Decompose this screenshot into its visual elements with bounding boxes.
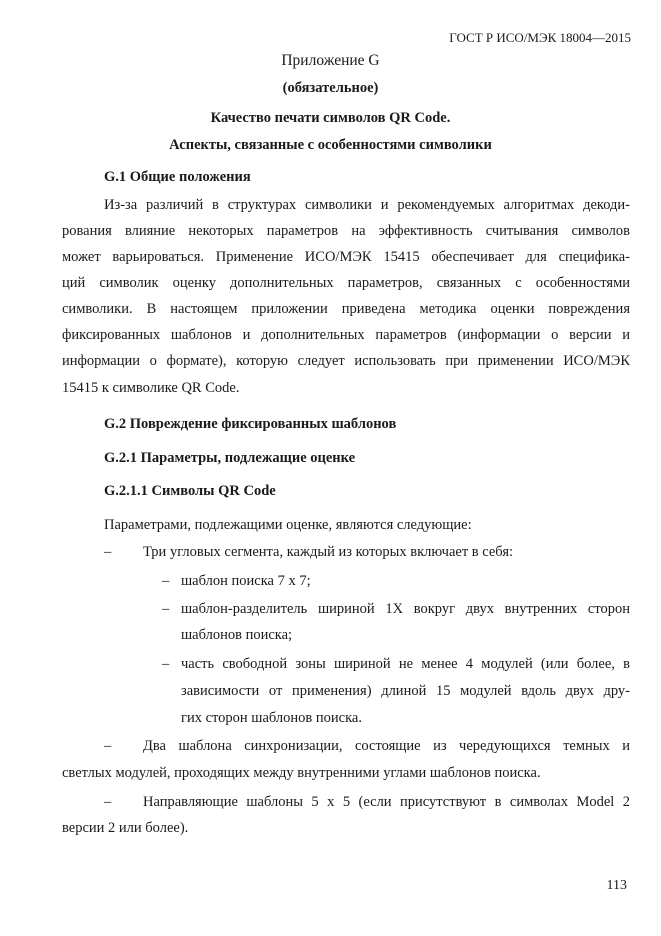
paragraph-line: символики. В настоящем приложении приведена методика оценки повреждения (62, 301, 630, 317)
list-dash: – (104, 738, 112, 754)
sub-list-dash: – (162, 601, 170, 617)
annex-status: (обязательное) (282, 80, 379, 96)
sub-item-quiet-zone-cont: зависимости от применения) длиной 15 модулей вдоль двух дру- (181, 683, 630, 699)
sub-item-finder-pattern: шаблон поиска 7 х 7; (181, 573, 311, 589)
section-g21-heading: G.2.1 Параметры, подлежащие оценке (104, 450, 356, 466)
paragraph-line: ций символик оценку дополнительных параметров, связанных с особенностями (62, 275, 630, 291)
sub-item-quiet-zone-end: гих сторон шаблонов поиска. (181, 710, 362, 726)
section-g211-heading: G.2.1.1 Символы QR Code (104, 483, 276, 499)
annex-aspects: Аспекты, связанные с особенностями символики (169, 137, 492, 153)
list-dash: – (104, 794, 112, 810)
section-g1-heading: G.1 Общие положения (104, 169, 251, 185)
sub-list-dash: – (162, 656, 170, 672)
annex-title: Приложение G (281, 52, 380, 69)
intro-text: Параметрами, подлежащими оценке, являются следующие: (104, 517, 472, 533)
page-number: 113 (606, 878, 627, 893)
sub-list-dash: – (162, 573, 170, 589)
list-item-corner-segments: Три угловых сегмента, каждый из которых включает в себя: (143, 544, 514, 560)
list-item-alignment-patterns-cont: версии 2 или более). (62, 820, 189, 836)
list-item-alignment-patterns: Направляющие шаблоны 5 х 5 (если присутствуют в символах Model 2 (143, 794, 630, 810)
paragraph-line: Из-за различий в структурах символики и рекомендуемых алгоритмах декоди- (104, 197, 630, 213)
paragraph-line: информации о формате), которую следует использовать при применении ИСО/МЭК (62, 353, 630, 369)
paragraph-line: фиксированных шаблонов и дополнительных параметров (информации о версии и (62, 327, 630, 343)
list-dash: – (104, 544, 112, 560)
paragraph-line: рования влияние некоторых параметров на эффективность считывания символов (62, 223, 630, 239)
list-item-timing-patterns: Два шаблона синхронизации, состоящие из чередующихся темных и (143, 738, 630, 754)
standard-code: ГОСТ Р ИСО/МЭК 18004—2015 (449, 30, 631, 45)
paragraph-line: 15415 к символике QR Code. (62, 380, 240, 396)
sub-item-quiet-zone: часть свободной зоны шириной не менее 4 модулей (или более, в (181, 656, 630, 672)
paragraph-line: может варьироваться. Применение ИСО/МЭК 15415 обеспечивает для специфика- (62, 249, 630, 265)
section-g2-heading: G.2 Повреждение фиксированных шаблонов (104, 416, 397, 432)
annex-subject: Качество печати символов QR Code. (210, 110, 451, 126)
sub-item-separator: шаблон-разделитель шириной 1X вокруг двух внутренних сторон (181, 601, 630, 617)
sub-item-separator-cont: шаблонов поиска; (181, 627, 293, 643)
list-item-timing-patterns-cont: светлых модулей, проходящих между внутренними углами шаблонов поиска. (62, 765, 541, 781)
